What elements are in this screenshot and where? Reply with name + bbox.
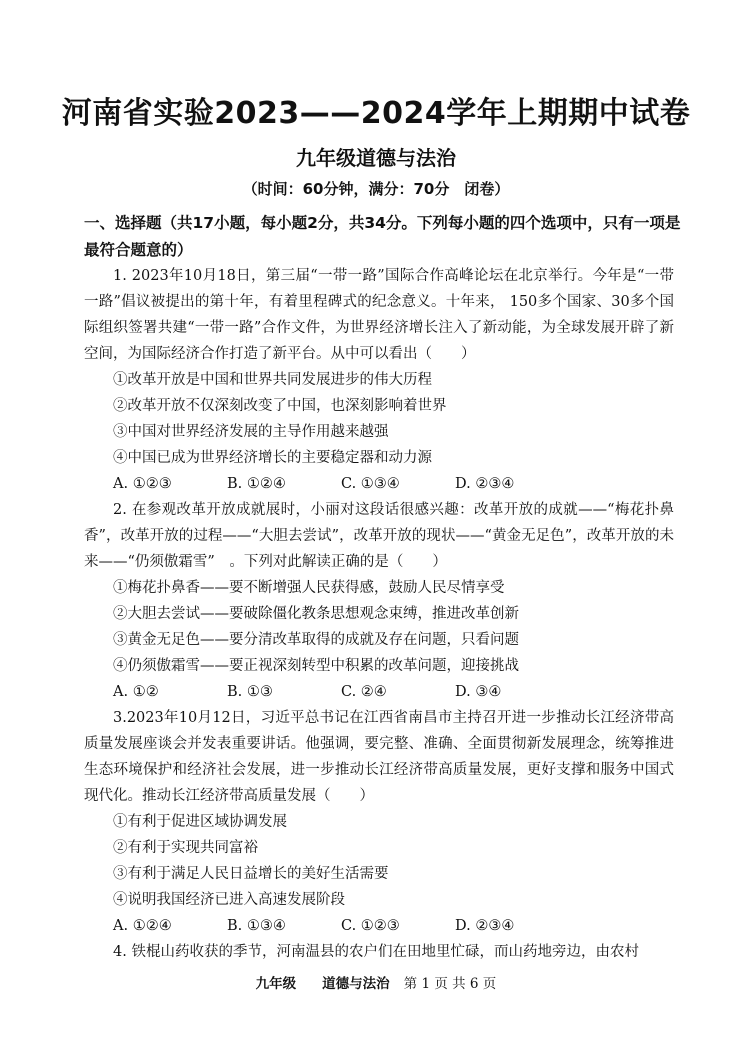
- exam-subtitle: 九年级道德与法治: [296, 146, 456, 170]
- question-2: [84, 497, 674, 705]
- question-option: ③黄金无足色——要分清改革取得的成就及存在问题，只看问题: [113, 632, 519, 648]
- exam-title: 河南省实验2023——2024学年上期期中试卷: [61, 96, 691, 131]
- choice-b: B. ①③: [227, 684, 273, 700]
- footer-page-number: 第 1 页 共 6 页: [403, 976, 497, 992]
- choice-a: A. ①②: [113, 684, 159, 700]
- question-option: ①改革开放是中国和世界共同发展进步的伟大历程: [113, 372, 432, 388]
- question-stem: 2. 在参观改革开放成就展时，小丽对这段话很感兴趣：改革开放的成就——“梅花扑鼻香”，改革开放的过程——“大胆去尝试”，改革开放的现状——“黄金无足色”，改革开放的未来——“仍须傲霜雪” 。下列对此解读正确的是（ ）: [84, 502, 674, 570]
- question-4: [84, 939, 674, 965]
- question-option: ①梅花扑鼻香——要不断增强人民获得感，鼓励人民尽情享受: [113, 580, 505, 596]
- exam-info: （时间：60分钟，满分：70分 闭卷）: [242, 180, 510, 198]
- choice-c: C. ②④: [341, 684, 387, 700]
- question-option: ④仍须傲霜雪——要正视深刻转型中积累的改革问题，迎接挑战: [113, 658, 519, 674]
- answer-choices: [84, 913, 674, 939]
- question-stem: 3.2023年10月12日，习近平总书记在江西省南昌市主持召开进一步推动长江经济带高质量发展座谈会并发表重要讲话。他强调，要完整、准确、全面贯彻新发展理念，统筹推进生态环境保护和经济社会发展，进一步推动长江经济带高质量发展，更好支撑和服务中国式现代化。推动长江经济带高质量发展（ ）: [84, 710, 674, 804]
- page-footer: [0, 972, 752, 992]
- question-option: ②改革开放不仅深刻改变了中国，也深刻影响着世界: [113, 398, 447, 414]
- question-stem: 4. 铁棍山药收获的季节，河南温县的农户们在田地里忙碌，而山药地旁边，由农村: [113, 944, 639, 960]
- choice-b: B. ①③④: [227, 918, 286, 934]
- footer-grade: 九年级: [255, 976, 297, 992]
- answer-choices: [84, 679, 674, 705]
- questions-body: [84, 263, 674, 965]
- answer-choices: [84, 471, 674, 497]
- question-option: ③中国对世界经济发展的主导作用越来越强: [113, 424, 389, 440]
- question-3: [84, 705, 674, 939]
- choice-d: D. ③④: [455, 684, 502, 700]
- section-heading: 一、选择题（共17小题，每小题2分，共34分。下列每小题的四个选项中，只有一项是最符合题意的）: [84, 214, 681, 259]
- choice-a: A. ①②③: [113, 476, 172, 492]
- footer-subject: 道德与法治: [322, 976, 390, 992]
- question-option: ④说明我国经济已进入高速发展阶段: [113, 892, 345, 908]
- question-option: ①有利于促进区域协调发展: [113, 814, 287, 830]
- choice-d: D. ②③④: [455, 476, 515, 492]
- choice-a: A. ①②④: [113, 918, 172, 934]
- question-stem: 1. 2023年10月18日，第三届“一带一路”国际合作高峰论坛在北京举行。今年是“一带一路”倡议被提出的第十年，有着里程碑式的纪念意义。十年来， 150多个国家、30多个国际组织签署共建“一带一路”合作文件，为世界经济增长注入了新动能，为全球发展开辟了新空间，为国际经济合作打造了新平台。从中可以看出（ ）: [84, 268, 674, 362]
- choice-c: C. ①②③: [341, 918, 400, 934]
- question-1: [84, 263, 674, 497]
- choice-b: B. ①②④: [227, 476, 286, 492]
- choice-d: D. ②③④: [455, 918, 515, 934]
- question-option: ④中国已成为世界经济增长的主要稳定器和动力源: [113, 450, 432, 466]
- choice-c: C. ①③④: [341, 476, 400, 492]
- question-option: ②大胆去尝试——要破除僵化教条思想观念束缚，推进改革创新: [113, 606, 519, 622]
- question-option: ③有利于满足人民日益增长的美好生活需要: [113, 866, 389, 882]
- question-option: ②有利于实现共同富裕: [113, 840, 258, 856]
